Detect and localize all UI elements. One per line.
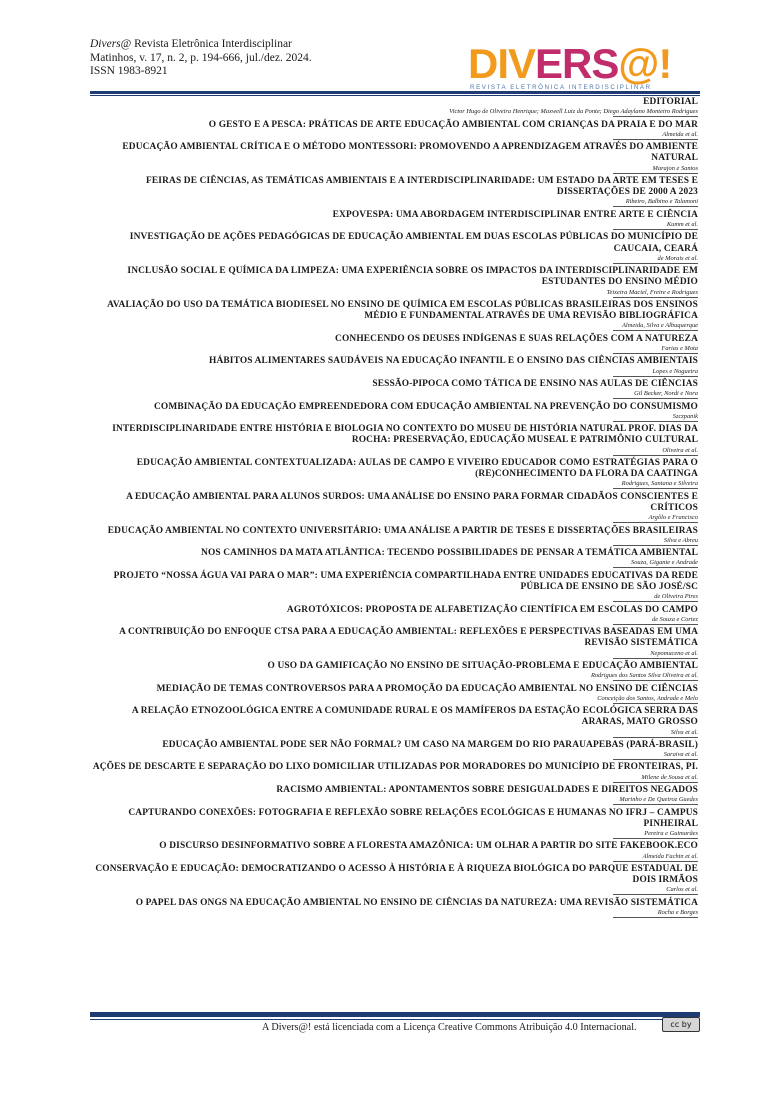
toc-entry-underline bbox=[613, 567, 698, 568]
toc-entry-authors: Carlos et al. bbox=[666, 886, 698, 894]
logo-part-2: ERS bbox=[535, 40, 619, 87]
toc-entry-authors: Ribeiro, Balbino e Talamoni bbox=[625, 198, 698, 206]
toc-entry-underline bbox=[613, 737, 698, 738]
toc-entry-underline bbox=[613, 703, 698, 704]
toc-entry-title[interactable]: INCLUSÃO SOCIAL E QUÍMICA DA LIMPEZA: UMA EXPERIÊNCIA SOBRE OS IMPACTOS DA INTERDISCIPLINARIDADE EM ESTUDANTES DO ENSINO MÉDIO bbox=[127, 266, 698, 288]
toc-entry-underline bbox=[613, 759, 698, 760]
toc-entry-underline bbox=[613, 206, 698, 207]
toc-entry-underline bbox=[613, 455, 698, 456]
toc-entry bbox=[90, 526, 698, 546]
toc-entry-authors: Rocha e Borges bbox=[657, 909, 698, 917]
footer-rule-thin bbox=[90, 1019, 700, 1020]
toc-entry bbox=[90, 402, 698, 422]
toc-entry-title[interactable]: CONSERVAÇÃO E EDUCAÇÃO: DEMOCRATIZANDO O ACESSO À HISTÓRIA E À RIQUEZA BIOLÓGICA DO PARQUE ESTADUAL DE DOIS IRMÃOS bbox=[95, 864, 698, 886]
toc-entry-underline bbox=[613, 838, 698, 839]
header-rule bbox=[90, 91, 700, 94]
toc-entry-underline bbox=[613, 680, 698, 681]
toc-entry-title[interactable]: O GESTO E A PESCA: PRÁTICAS DE ARTE EDUCAÇÃO AMBIENTAL COM CRIANÇAS DA PRAIA E DO MAR bbox=[208, 119, 698, 130]
toc-entry bbox=[90, 661, 698, 681]
toc-entry bbox=[90, 379, 698, 399]
journal-issn: ISSN 1983-8921 bbox=[90, 65, 168, 77]
toc-entry-underline bbox=[613, 488, 698, 489]
toc-entry-title[interactable]: AVALIAÇÃO DO USO DA TEMÁTICA BIODIESEL NO ENSINO DE QUÍMICA EM ESCOLAS PÚBLICAS BRASILEIRAS DOS ENSINOS MÉDIO E FUNDAMENTAL ATRAVÉS DE UMA REVISÃO BIBLIOGRÁFICA bbox=[107, 299, 698, 322]
footer-rule bbox=[90, 1012, 700, 1017]
toc-entry bbox=[90, 334, 698, 354]
toc-entry bbox=[90, 210, 698, 230]
toc-entry-underline bbox=[613, 782, 698, 783]
toc-entry-authors: Marajon e Santos bbox=[652, 164, 698, 172]
toc-entry bbox=[90, 142, 698, 173]
toc-entry-underline bbox=[613, 263, 698, 264]
toc-entry-underline bbox=[613, 376, 698, 377]
toc-entry bbox=[90, 808, 698, 839]
journal-name-rest: Revista Eletrônica Interdisciplinar bbox=[131, 38, 292, 50]
journal-citation: Matinhos, v. 17, n. 2, p. 194-666, jul./dez. 2024. bbox=[90, 51, 312, 64]
journal-info bbox=[90, 38, 312, 79]
toc-entry-underline bbox=[613, 917, 698, 918]
toc-entry-title[interactable]: HÁBITOS ALIMENTARES SAUDÁVEIS NA EDUCAÇÃO INFANTIL E O ENSINO DAS CIÊNCIAS AMBIENTAIS bbox=[209, 356, 698, 367]
toc-entry-underline bbox=[613, 522, 698, 523]
toc-entry-authors: Almeida et al. bbox=[662, 130, 698, 138]
toc-entry-underline bbox=[613, 229, 698, 230]
toc-entry-authors: Argôlo e Francisco bbox=[648, 514, 698, 522]
journal-name-italic: Divers@ bbox=[90, 38, 132, 50]
toc-entry-title[interactable]: MEDIAÇÃO DE TEMAS CONTROVERSOS PARA A PROMOÇÃO DA EDUCAÇÃO AMBIENTAL NO ENSINO DE CIÊNCIAS bbox=[156, 683, 698, 694]
toc-entry bbox=[90, 458, 698, 489]
toc-entry-authors: de Morais et al. bbox=[657, 254, 698, 262]
toc-entry-underline bbox=[613, 861, 698, 862]
toc-entry-title[interactable]: CONHECENDO OS DEUSES INDÍGENAS E SUAS RELAÇÕES COM A NATUREZA bbox=[335, 333, 698, 344]
toc-entry-title[interactable]: EDUCAÇÃO AMBIENTAL CONTEXTUALIZADA: AULAS DE CAMPO E VIVEIRO EDUCADOR COMO ESTRATÉGIAS PARA O (RE)CONHECIMENTO DA FLORA DA CAATINGA bbox=[136, 457, 698, 480]
toc-entry bbox=[90, 785, 698, 805]
toc-entry bbox=[90, 864, 698, 895]
toc-entry-authors: Gil Becker, Nordi e Nora bbox=[634, 390, 698, 398]
license-text: A Divers@! está licenciada com a Licença Creative Commons Atribuição 4.0 Internacional. bbox=[262, 1022, 637, 1033]
toc-entry-underline bbox=[613, 297, 698, 298]
toc-entry bbox=[90, 492, 698, 523]
toc-entry-authors: Kumm et al. bbox=[666, 220, 698, 228]
toc-entry-authors: Lopes e Nogueira bbox=[652, 367, 698, 375]
toc-entry-underline bbox=[613, 894, 698, 895]
toc-entry-authors: Souza, Gigante e Andrade bbox=[631, 559, 698, 567]
toc-entry-title[interactable]: O DISCURSO DESINFORMATIVO SOBRE A FLORESTA AMAZÔNICA: UM OLHAR A PARTIR DO SITE FAKEBOOK.ECO bbox=[159, 841, 698, 852]
toc-entry bbox=[90, 605, 698, 625]
toc-entry bbox=[90, 356, 698, 376]
logo-subtitle: REVISTA ELETRÔNICA INTERDISCIPLINAR bbox=[470, 84, 652, 91]
toc-entry-underline bbox=[613, 353, 698, 354]
toc-entry-authors: de Oliveira Pires bbox=[654, 593, 698, 601]
toc-entry bbox=[90, 898, 698, 918]
toc-entry-title[interactable]: INTERDISCIPLINARIDADE ENTRE HISTÓRIA E BIOLOGIA NO CONTEXTO DO MUSEU DE HISTÓRIA NATURAL PROF. DIAS DA ROCHA: PRESERVAÇÃO, EDUCAÇÃO MUSEAL E PATRIMÔNIO CULTURAL bbox=[112, 424, 698, 446]
toc-entry-underline bbox=[613, 398, 698, 399]
logo-part-1: DIV bbox=[468, 40, 536, 87]
toc-entry-title[interactable]: A CONTRIBUIÇÃO DO ENFOQUE CTSA PARA A EDUCAÇÃO AMBIENTAL: REFLEXÕES E PERSPECTIVAS BASEADAS EM UMA REVISÃO SISTEMÁTICA bbox=[119, 627, 698, 649]
toc-entry-underline bbox=[613, 330, 698, 331]
toc-entry-authors: de Souza e Cortez bbox=[652, 615, 698, 623]
toc-entry-underline bbox=[613, 421, 698, 422]
toc-entry-title[interactable]: EDUCAÇÃO AMBIENTAL CRÍTICA E O MÉTODO MONTESSORI: PROMOVENDO A APRENDIZAGEM ATRAVÉS DO AMBIENTE NATURAL bbox=[122, 142, 698, 164]
cc-by-badge[interactable]: cc by bbox=[662, 1017, 700, 1032]
logo-wordmark bbox=[468, 42, 671, 86]
toc-entry-authors: Saraiva et al. bbox=[663, 751, 698, 759]
toc-entry bbox=[90, 176, 698, 207]
toc-entry bbox=[90, 740, 698, 760]
toc-entry-underline bbox=[613, 624, 698, 625]
toc-entry-underline bbox=[613, 804, 698, 805]
toc-entry-authors: Conceição dos Santos, Andrade e Melo bbox=[597, 694, 698, 702]
toc-entry bbox=[90, 627, 698, 658]
toc-entry-title[interactable]: A RELAÇÃO ETNOZOOLÓGICA ENTRE A COMUNIDADE RURAL E OS MAMÍFEROS DA ESTAÇÃO ECOLÓGICA SERRA DAS ARARAS, MATO GROSSO bbox=[131, 706, 698, 728]
toc-entry bbox=[90, 300, 698, 331]
toc-entry-title[interactable]: CAPTURANDO CONEXÕES: FOTOGRAFIA E REFLEXÃO SOBRE RELAÇÕES ECOLÓGICAS E HUMANAS NO IFRJ – CAMPUS PINHEIRAL bbox=[128, 807, 698, 829]
toc-entry bbox=[90, 120, 698, 140]
toc-entry-underline bbox=[613, 173, 698, 174]
toc-entry bbox=[90, 571, 698, 602]
toc-entry-authors: Oliveira et al. bbox=[662, 446, 698, 454]
toc-entry-authors: Szczpanik bbox=[672, 412, 698, 420]
toc-entry-authors: Farias e Mota bbox=[661, 344, 698, 352]
page-header bbox=[90, 38, 700, 90]
toc-entry-title[interactable]: SESSÃO-PIPOCA COMO TÁTICA DE ENSINO NAS AULAS DE CIÊNCIAS bbox=[372, 378, 698, 389]
toc-entry-title[interactable]: A EDUCAÇÃO AMBIENTAL PARA ALUNOS SURDOS: UMA ANÁLISE DO ENSINO PARA FORMAR CIDADÃOS CONSCIENTES E CRÍTICOS bbox=[126, 491, 698, 513]
toc-entry-title[interactable]: RACISMO AMBIENTAL: APONTAMENTOS SOBRE DESIGUALDADES E DIREITOS NEGADOS bbox=[276, 785, 698, 796]
toc-entry-title[interactable]: AÇÕES DE DESCARTE E SEPARAÇÃO DO LIXO DOMICILIAR UTILIZADAS POR MORADORES DO MUNICÍPIO DE FRONTEIRAS, PI. bbox=[92, 762, 698, 773]
toc-entry bbox=[90, 762, 698, 782]
toc-entry-underline bbox=[613, 545, 698, 546]
toc-entry-underline bbox=[613, 139, 698, 140]
toc-entry-underline bbox=[613, 658, 698, 659]
toc-entry bbox=[90, 424, 698, 455]
toc-entry-title[interactable]: EDUCAÇÃO AMBIENTAL NO CONTEXTO UNIVERSITÁRIO: UMA ANÁLISE A PARTIR DE TESES E DISSERTAÇÕES BRASILEIRAS bbox=[107, 525, 698, 536]
toc-entry-authors: Victor Hugo de Oliveira Henrique; Maxwell Luiz da Ponte; Diego Adaylano Monteiro Rodrigues bbox=[449, 108, 698, 116]
toc-entry bbox=[90, 548, 698, 568]
toc-entry-authors: Nepomuceno et al. bbox=[650, 649, 698, 657]
toc-entry bbox=[90, 97, 698, 117]
toc-entry-authors: Silva et al. bbox=[670, 728, 698, 736]
toc-entry-title[interactable]: EDUCAÇÃO AMBIENTAL PODE SER NÃO FORMAL? UM CASO NA MARGEM DO RIO PARAUAPEBAS (PARÁ-BRASIL) bbox=[162, 739, 698, 750]
toc-entry-authors: Almeida, Silva e Albuquerque bbox=[622, 322, 698, 330]
toc-entry-underline bbox=[613, 116, 698, 117]
toc-entry bbox=[90, 706, 698, 737]
toc-entry-authors: Pereira e Guimarães bbox=[644, 830, 698, 838]
toc-entry bbox=[90, 232, 698, 263]
toc-entry bbox=[90, 684, 698, 704]
toc-entry-title[interactable]: EDITORIAL bbox=[643, 97, 698, 107]
toc-entry-authors: Milene de Sousa et al. bbox=[641, 773, 698, 781]
toc-entry-title[interactable]: PROJETO “NOSSA ÁGUA VAI PARA O MAR”: UMA EXPERIÊNCIA COMPARTILHADA ENTRE UNIDADES EDUCATIVAS DA REDE PÚBLICA DE ENSINO DE SÃO JOSÉ/SC bbox=[113, 570, 698, 592]
toc-entry-title[interactable]: INVESTIGAÇÃO DE AÇÕES PEDAGÓGICAS DE EDUCAÇÃO AMBIENTAL EM DUAS ESCOLAS PÚBLICAS DO MUNICÍPIO DE CAUCAIA, CEARÁ bbox=[129, 232, 698, 254]
toc-entry-authors: Teixeira Maciel, Freire e Rodrigues bbox=[606, 288, 698, 296]
toc-entry bbox=[90, 266, 698, 297]
toc-entry-title[interactable]: O PAPEL DAS ONGS NA EDUCAÇÃO AMBIENTAL NO ENSINO DE CIÊNCIAS DA NATUREZA: UMA REVISÃO SISTEMÁTICA bbox=[135, 897, 698, 908]
toc-entry-title[interactable]: EXPOVESPA: UMA ABORDAGEM INTERDISCIPLINAR ENTRE ARTE E CIÊNCIA bbox=[332, 209, 698, 220]
header-rule-thin bbox=[90, 95, 700, 96]
toc-entry-authors: Rodrigues, Santana e Silveira bbox=[621, 480, 698, 488]
toc-entry bbox=[90, 841, 698, 861]
toc-entry-title[interactable]: NOS CAMINHOS DA MATA ATLÂNTICA: TECENDO POSSIBILIDADES DE PENSAR A TEMÁTICA AMBIENTAL bbox=[201, 548, 698, 559]
toc-entry-title[interactable]: COMBINAÇÃO DA EDUCAÇÃO EMPREENDEDORA COM EDUCAÇÃO AMBIENTAL NA PREVENÇÃO DO CONSUMISMO bbox=[154, 401, 698, 412]
logo-part-3: @! bbox=[618, 40, 672, 87]
divers-logo bbox=[468, 42, 698, 94]
toc-entry-authors: Rodrigues dos Santos Silva Oliveira et al. bbox=[590, 672, 698, 680]
toc-entry-authors: Silva e Abreu bbox=[663, 536, 698, 544]
table-of-contents bbox=[90, 97, 698, 920]
toc-entry-authors: Marinho e De Queiroz Guedes bbox=[619, 796, 698, 804]
toc-entry-title[interactable]: O USO DA GAMIFICAÇÃO NO ENSINO DE SITUAÇÃO-PROBLEMA E EDUCAÇÃO AMBIENTAL bbox=[267, 660, 698, 671]
toc-entry-title[interactable]: AGROTÓXICOS: PROPOSTA DE ALFABETIZAÇÃO CIENTÍFICA EM ESCOLAS DO CAMPO bbox=[286, 604, 698, 615]
journal-name bbox=[90, 38, 312, 52]
toc-entry-authors: Almeida Fachin et al. bbox=[642, 852, 698, 860]
toc-entry-title[interactable]: FEIRAS DE CIÊNCIAS, AS TEMÁTICAS AMBIENTAIS E A INTERDISCIPLINARIDADE: UM ESTADO DA ARTE EM TESES E DISSERTAÇÕES DE 2000 A 2023 bbox=[146, 175, 698, 198]
toc-entry-underline bbox=[613, 601, 698, 602]
